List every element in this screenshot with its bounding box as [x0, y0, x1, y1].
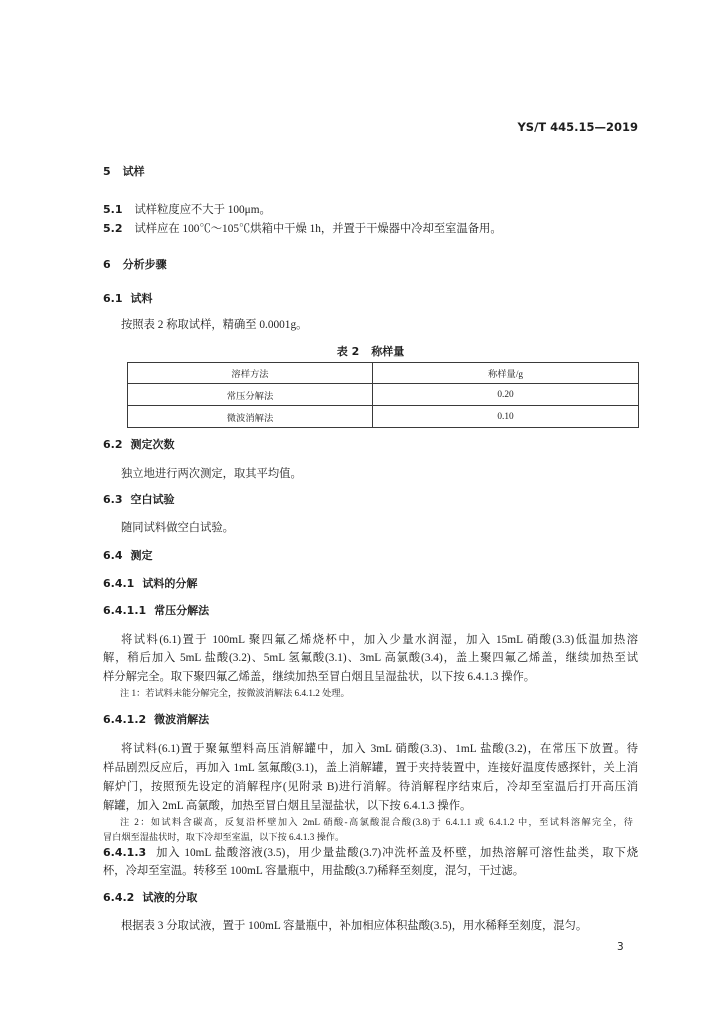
- section-6-4-1-2-heading: [103, 713, 209, 727]
- paragraph-line: 解，稍后加入 5mL 盐酸(3.2)、5mL 氢氟酸(3.1)、3mL 高氯酸(3.4)，盖上聚四氟乙烯盖，继续加热至试: [103, 652, 638, 664]
- section-6-4-2-text: 根据表 3 分取试液，置于 100mL 容量瓶中，补加相应体积盐酸(3.5)，用水稀释至刻度，混匀。: [121, 920, 588, 932]
- section-6-4-1-heading: [103, 577, 197, 591]
- section-6-heading: [103, 258, 167, 272]
- section-title: 试料: [130, 292, 153, 305]
- section-number: 6.4.1.2: [103, 713, 147, 726]
- section-number: 5: [103, 165, 111, 178]
- column-header: 称样量/g: [373, 363, 639, 384]
- section-6-3-text: 随同试料做空白试验。: [121, 522, 234, 534]
- paragraph-line: 解炉门，按照预先设定的消解程序(见附录 B)进行消解。待消解程序结束后，冷却至室温后打开高压消: [103, 781, 638, 793]
- note-2-line: 注 2：如试料含碳高，反复沿杯壁加入 2mL 硝酸-高氯酸混合酸(3.8)于 6.4.1.1 或 6.4.1.2 中，至试料溶解完全，待: [120, 817, 633, 827]
- paragraph-line: 杯，冷却至室温。转移至 100mL 容量瓶中，用盐酸(3.7)稀释至刻度，混匀，干过滤。: [103, 865, 525, 877]
- table-title: 称样量: [371, 345, 405, 358]
- section-6-4-2-heading: [103, 891, 197, 905]
- section-title: 分析步骤: [122, 258, 167, 271]
- table-cell: 常压分解法: [128, 384, 373, 406]
- section-6-4-1-1-heading: [103, 604, 209, 618]
- note-2-line: 冒白烟至湿盐状时，取下冷却至室温，以下按 6.4.1.3 操作。: [103, 832, 345, 842]
- table-cell: 0.10: [373, 406, 639, 428]
- section-6-2-heading: [103, 438, 175, 452]
- paragraph-line: 将试料(6.1)置于聚氟塑料高压消解罐中，加入 3mL 硝酸(3.3)、1mL 盐酸(3.2)，在常压下放置。待: [121, 743, 638, 755]
- clause-text: 试样应在 100℃～105℃烘箱中干燥 1h，并置于干燥器中冷却至室温备用。: [134, 223, 502, 235]
- section-6-4-heading: [103, 549, 153, 563]
- section-number: 6.4.1.1: [103, 604, 147, 617]
- section-number: 6.4: [103, 549, 123, 562]
- table-header-row: [128, 363, 639, 384]
- section-title: 试样: [122, 165, 145, 178]
- clause-6-4-1-3: [103, 846, 638, 860]
- table-cell: 0.20: [373, 384, 639, 406]
- paragraph-line: 将试料(6.1)置于 100mL 聚四氟乙烯烧杯中，加入少量水润湿，加入 15mL 硝酸(3.3)低温加热溶: [121, 634, 638, 646]
- clause-number: 6.4.1.3: [103, 846, 147, 859]
- section-title: 试液的分取: [142, 891, 198, 904]
- paragraph-line: 解罐，加入 2mL 高氯酸，加热至冒白烟且呈湿盐状，以下按 6.4.1.3 操作。: [103, 800, 472, 812]
- section-5-heading: [103, 165, 145, 179]
- table-caption: [103, 345, 638, 359]
- section-6-2-text: 独立地进行两次测定，取其平均值。: [121, 468, 302, 480]
- section-6-3-heading: [103, 493, 175, 507]
- page-number: 3: [617, 941, 624, 953]
- table-cell: 微波消解法: [128, 406, 373, 428]
- paragraph-line: 加入 10mL 盐酸溶液(3.5)，用少量盐酸(3.7)冲洗杯盖及杯壁，加热溶解可溶性盐类，取下烧: [156, 847, 638, 859]
- section-title: 空白试验: [130, 493, 175, 506]
- column-header: 溶样方法: [128, 363, 373, 384]
- section-number: 6.4.1: [103, 577, 135, 590]
- table-number: 表 2: [336, 345, 360, 358]
- section-title: 测定: [130, 549, 153, 562]
- clause-5-1: [103, 202, 271, 217]
- section-number: 6.2: [103, 438, 123, 451]
- clause-5-2: [103, 221, 502, 236]
- section-title: 常压分解法: [154, 604, 210, 617]
- section-6-1-heading: [103, 292, 153, 306]
- section-number: 6.4.2: [103, 891, 135, 904]
- paragraph-line: 样分解完全。取下聚四氟乙烯盖，继续加热至冒白烟且呈湿盐状，以下按 6.4.1.3 操作。: [103, 671, 536, 683]
- section-number: 6: [103, 258, 111, 271]
- section-6-1-text: 按照表 2 称取试样，精确至 0.0001g。: [121, 319, 308, 331]
- clause-number: 5.1: [103, 203, 123, 216]
- paragraph-line: 样品剧烈反应后，再加入 1mL 氢氟酸(3.1)，盖上消解罐，置于夹持装置中，连接好温度传感探针，关上消: [103, 762, 638, 774]
- standard-code: YS/T 445.15—2019: [517, 120, 638, 134]
- clause-text: 试样粒度应不大于 100μm。: [134, 204, 271, 216]
- table-row: [128, 384, 639, 406]
- section-number: 6.3: [103, 493, 123, 506]
- section-title: 微波消解法: [154, 713, 210, 726]
- weighing-table: [127, 362, 639, 428]
- table-row: [128, 406, 639, 428]
- section-title: 试料的分解: [142, 577, 198, 590]
- clause-number: 5.2: [103, 222, 123, 235]
- note-1: 注 1：若试料未能分解完全，按微波消解法 6.4.1.2 处理。: [120, 688, 350, 698]
- section-title: 测定次数: [130, 438, 175, 451]
- section-number: 6.1: [103, 292, 123, 305]
